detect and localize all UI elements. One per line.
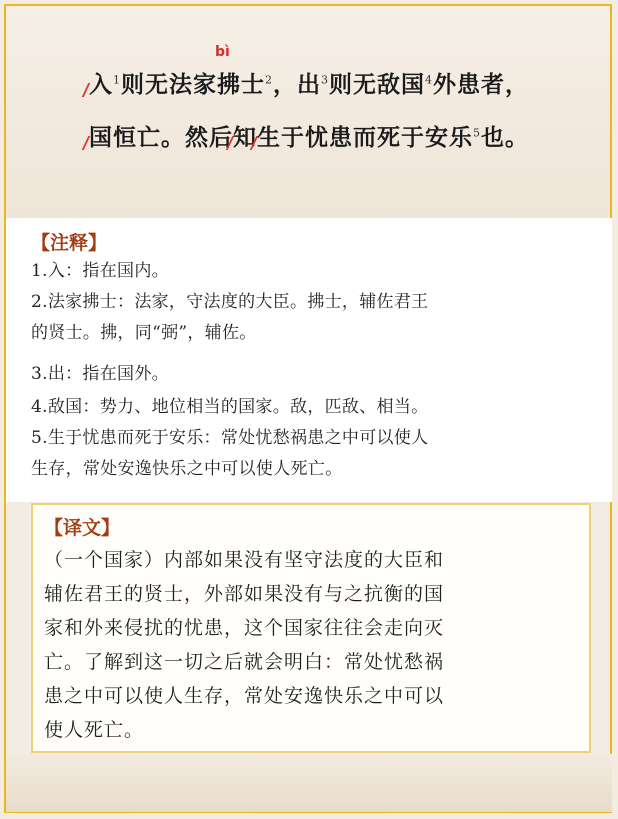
verse-line-2 — [0, 119, 618, 152]
verse-text: 生 — [257, 119, 281, 152]
pinyin-annotation: bì — [215, 44, 230, 60]
note-line: 生存，常处安逸快乐之中可以使人死亡。 — [31, 459, 343, 479]
footnote-marker: 1 — [113, 73, 121, 87]
footnote-marker: 3 — [321, 73, 329, 87]
verse-text: 则无敌国 — [329, 71, 425, 98]
translation-line: 家和外来侵扰的忧患，这个国家往往会走向灭 — [44, 617, 445, 639]
translation-title: 【译文】 — [44, 517, 121, 539]
note-line: 2.法家拂士：法家，守法度的大臣。拂士，辅佐君王 — [31, 292, 429, 312]
verse-text: 入 — [89, 66, 113, 99]
footnote-marker: 5 — [473, 126, 481, 140]
verse-text: 士 — [241, 71, 265, 98]
verse-text: 于忧患而死于安乐 — [281, 124, 473, 151]
note-line: 4.敌国：势力、地位相当的国家。敌，匹敌、相当。 — [31, 397, 429, 417]
verse-text: 则无法家 — [121, 71, 217, 98]
translation-line: （一个国家）内部如果没有坚守法度的大臣和 — [44, 549, 445, 571]
translation-line: 患之中可以使人生存，常处安逸快乐之中可以 — [44, 685, 445, 707]
decorative-footer — [6, 754, 612, 812]
footnote-marker: 2 — [265, 73, 273, 87]
verse-text: 国 — [89, 119, 113, 152]
note-line: 1.入：指在国内。 — [31, 261, 169, 281]
verse-text: 恒亡。然后 — [113, 124, 233, 151]
verse-line-1 — [0, 66, 618, 99]
translation-line: 辅佐君王的贤士，外部如果没有与之抗衡的国 — [44, 583, 445, 605]
footnote-marker: 4 — [425, 73, 433, 87]
verse-text: 外患者， — [433, 71, 529, 98]
verse-text: 也。 — [481, 124, 529, 151]
translation-line: 使人死亡。 — [44, 719, 145, 741]
notes-title: 【注释】 — [31, 232, 108, 254]
note-line: 的贤士。拂，同“弼”，辅佐。 — [31, 323, 257, 343]
verse-text: ，出 — [273, 71, 321, 98]
note-line: 3.出：指在国外。 — [31, 364, 169, 384]
translation-line: 亡。了解到这一切之后就会明白：常处忧愁祸 — [44, 651, 445, 673]
verse-text: 拂 — [217, 71, 241, 98]
verse-text: 知 — [233, 119, 257, 152]
note-line: 5.生于忧患而死于安乐：常处忧愁祸患之中可以使人 — [31, 428, 429, 448]
